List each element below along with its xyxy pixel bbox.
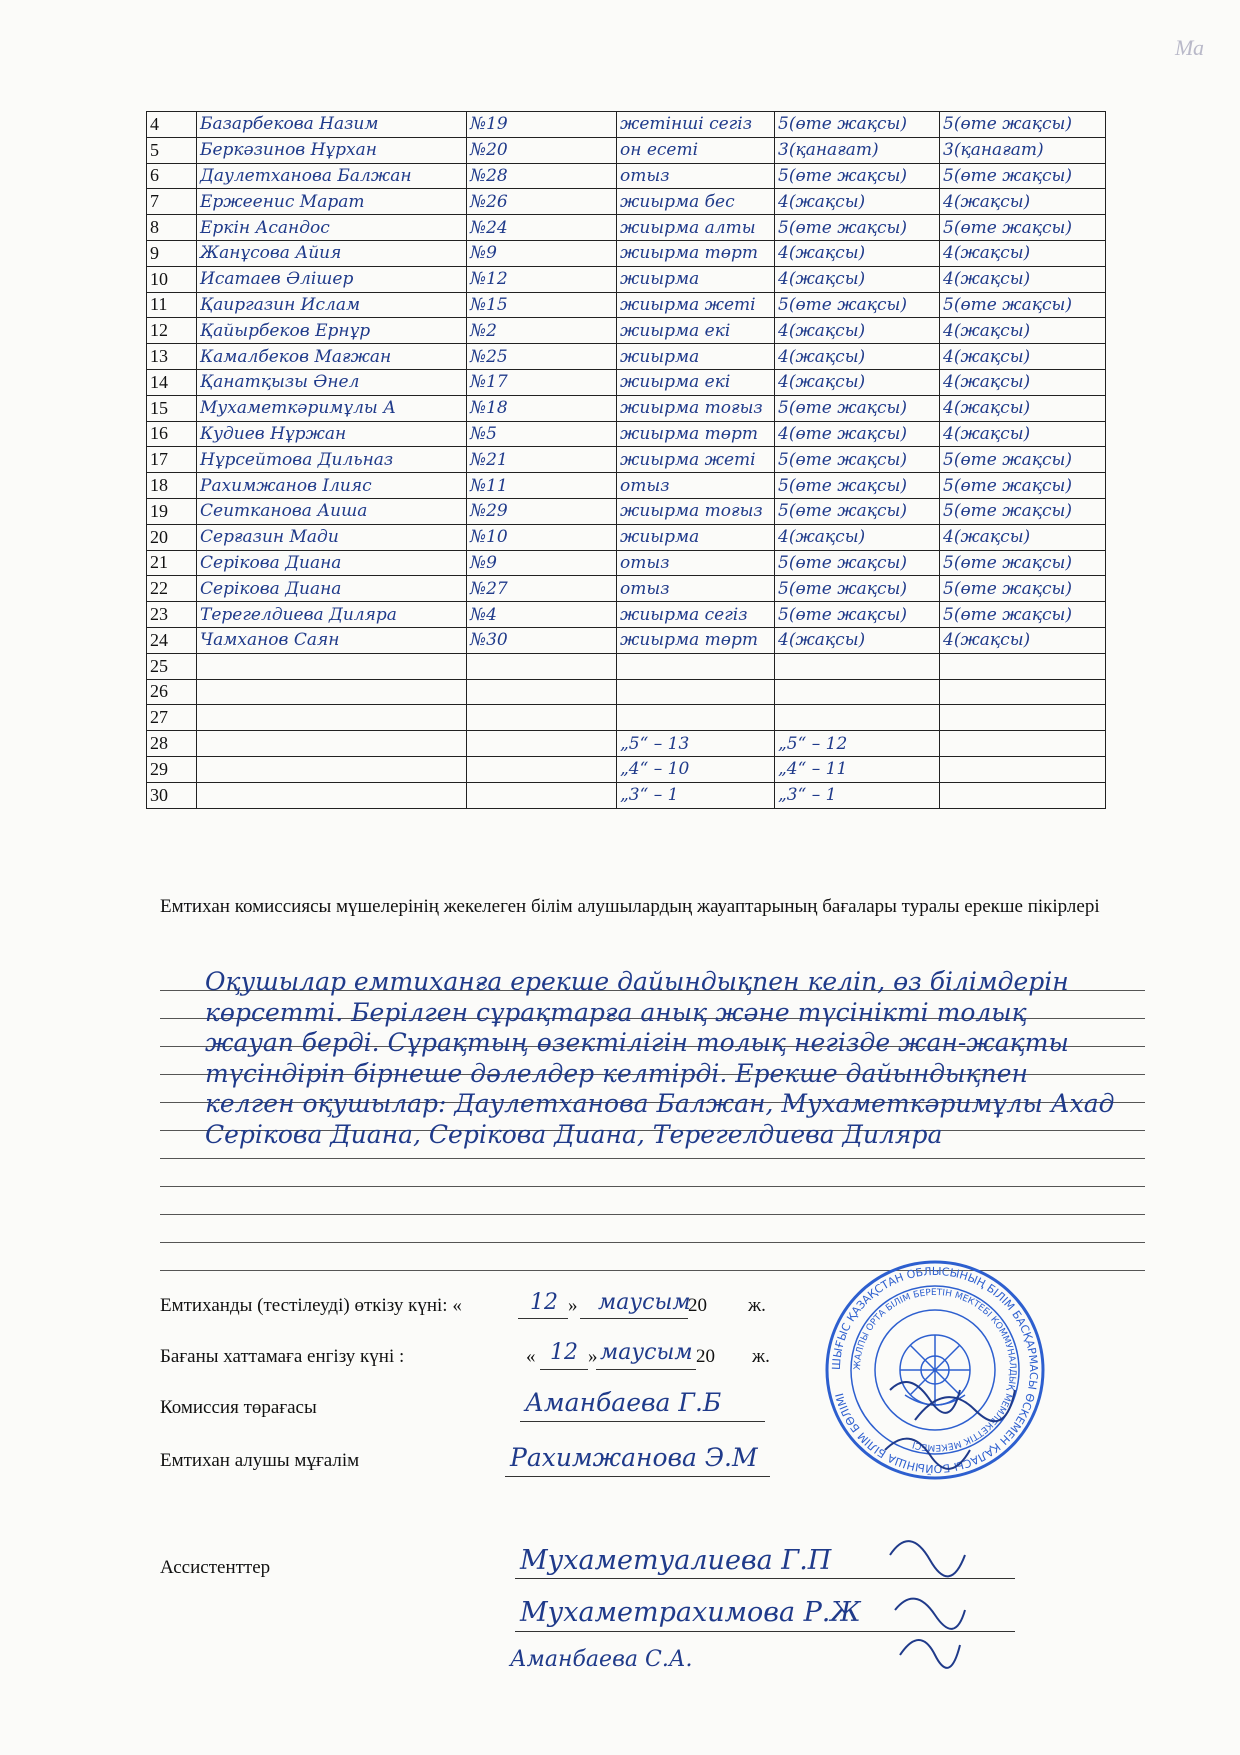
cell-grade-final: 4(жақсы) [940,369,1106,395]
table-row [147,627,1106,653]
cell-name: Жанұсова Айия [197,240,467,266]
cell-ticket-words: жиырма тоғыз [617,498,775,524]
cell-ticket-words: жиырма жеті [617,447,775,473]
cell-grade-written: 5(өте жақсы) [775,550,940,576]
cell-ticket [467,782,617,808]
cell-name: Терегелдиева Диляра [197,602,467,628]
cell-no: 28 [147,731,197,757]
cell-grade-written: 5(өте жақсы) [775,163,940,189]
table-row [147,473,1106,499]
cell-grade-final [940,679,1106,705]
stamp-outer-text: ШЫҒЫС ҚАЗАҚСТАН ОБЛЫСЫНЫҢ БІЛІМ БАСҚАРМАСЫ ӨСКЕМЕН ҚАЛАСЫ БОЙЫНША БІЛІМ БӨЛІМІ [829,1264,1041,1476]
cell-ticket: №18 [467,395,617,421]
signature-3 [890,1541,965,1576]
cell-grade-written [775,679,940,705]
cell-grade-final: 5(өте жақсы) [940,498,1106,524]
cell-ticket-words: отыз [617,576,775,602]
cell-ticket [467,731,617,757]
cell-ticket: №30 [467,627,617,653]
cell-ticket-words: жиырма екі [617,369,775,395]
cell-ticket-words: „3“ – 1 [617,782,775,808]
cell-no: 17 [147,447,197,473]
cell-name: Исатаев Әлішер [197,266,467,292]
cell-ticket-words: жиырма тоғыз [617,395,775,421]
cell-ticket: №24 [467,215,617,241]
cell-ticket-words: „4“ – 10 [617,756,775,782]
cell-grade-written [775,653,940,679]
cell-grade-final [940,731,1106,757]
cell-ticket-words: отыз [617,163,775,189]
opinion-text [205,967,1145,1150]
cell-grade-final: 5(өте жақсы) [940,292,1106,318]
table-row [147,524,1106,550]
cell-grade-written: 3(қанағат) [775,137,940,163]
table-row [147,240,1106,266]
table-row [147,163,1106,189]
grades-table [146,111,1106,809]
cell-grade-final: 5(өте жақсы) [940,602,1106,628]
cell-ticket-words: жиырма төрт [617,421,775,447]
cell-no: 20 [147,524,197,550]
cell-ticket-words: „5“ – 13 [617,731,775,757]
cell-grade-written: „3“ – 1 [775,782,940,808]
ruled-line [160,1156,1145,1187]
cell-ticket: №10 [467,524,617,550]
table-row [147,215,1106,241]
cell-no: 19 [147,498,197,524]
assistant-name-2: Мухаметрахимова Р.Ж [520,1597,861,1628]
grade-date-day: 12 [550,1340,578,1365]
cell-grade-written: 4(жақсы) [775,524,940,550]
exam-date-label: Емтиханды (тестілеуді) өткізу күні: « [160,1295,462,1316]
grades-table-body [147,112,1106,809]
cell-no: 11 [147,292,197,318]
cell-ticket-words: жиырма алты [617,215,775,241]
cell-grade-final: 4(жақсы) [940,395,1106,421]
cell-grade-written: „4“ – 11 [775,756,940,782]
cell-grade-written: 4(жақсы) [775,240,940,266]
cell-grade-final: 5(өте жақсы) [940,163,1106,189]
cell-no: 23 [147,602,197,628]
cell-no: 7 [147,189,197,215]
cell-ticket: №21 [467,447,617,473]
cell-ticket-words [617,705,775,731]
cell-grade-written: 5(өте жақсы) [775,215,940,241]
grade-date-month: маусым [600,1340,693,1365]
table-row [147,292,1106,318]
cell-name: Даулетханова Балжан [197,163,467,189]
cell-ticket: №26 [467,189,617,215]
cell-grade-written: 5(өте жақсы) [775,112,940,138]
cell-ticket: №27 [467,576,617,602]
chairman-name: Аманбаева Г.Б [525,1388,722,1417]
cell-grade-written [775,705,940,731]
table-row [147,498,1106,524]
cell-name: Серікова Диана [197,576,467,602]
table-row [147,137,1106,163]
table-row [147,705,1106,731]
cell-no: 18 [147,473,197,499]
cell-grade-final: 4(жақсы) [940,421,1106,447]
assistant-name-3: Аманбаева С.А. [510,1647,693,1672]
grade-day-underline [540,1368,588,1370]
cell-name: Серғазин Мади [197,524,467,550]
cell-no: 30 [147,782,197,808]
cell-grade-written: 4(жақсы) [775,627,940,653]
exam-day-underline [518,1317,568,1319]
cell-name: Ержеенис Марат [197,189,467,215]
opinion-title: Емтихан комиссиясы мүшелерінің жекелеген білім алушылардың жауаптарының бағалары туралы ерекше пікірлері [160,896,1100,917]
cell-grade-final: 4(жақсы) [940,318,1106,344]
cell-name: Кудиев Нұржан [197,421,467,447]
table-row [147,602,1106,628]
cell-no: 9 [147,240,197,266]
cell-grade-final: 4(жақсы) [940,524,1106,550]
cell-name: Чамханов Саян [197,627,467,653]
cell-grade-written: „5“ – 12 [775,731,940,757]
cell-grade-final: 5(өте жақсы) [940,550,1106,576]
cell-grade-written: 5(өте жақсы) [775,447,940,473]
cell-ticket-words: жетінші сегіз [617,112,775,138]
cell-no: 26 [147,679,197,705]
opinion-line: Серікова Диана, Серікова Диана, Терегелдиева Диляра [205,1119,943,1149]
table-row [147,576,1106,602]
cell-grade-final: 4(жақсы) [940,344,1106,370]
cell-ticket [467,653,617,679]
teacher-underline [505,1475,770,1477]
cell-ticket-words: жиырма сегіз [617,602,775,628]
cell-grade-final: 4(жақсы) [940,189,1106,215]
cell-grade-final: 5(өте жақсы) [940,447,1106,473]
cell-ticket: №11 [467,473,617,499]
chairman-label: Комиссия төрағасы [160,1397,317,1418]
cell-grade-written: 5(өте жақсы) [775,473,940,499]
cell-no: 8 [147,215,197,241]
teacher-label: Емтихан алушы мұғалім [160,1450,360,1471]
cell-grade-final: 5(өте жақсы) [940,215,1106,241]
cell-ticket-words: жиырма [617,344,775,370]
cell-name: Беркәзинов Нұрхан [197,137,467,163]
cell-grade-final: 4(жақсы) [940,240,1106,266]
opinion-line: келген оқушылар: Даулетханова Балжан, Мухаметкәримұлы Ахад [205,1089,1115,1118]
opinion-line: Оқушылар емтиханға ерекше дайындықпен келіп, өз білімдерін [205,967,1069,996]
opinion-line: көрсетті. Берілген сұрақтарға анық және түсінікті толық [205,997,1027,1027]
cell-no: 5 [147,137,197,163]
cell-ticket-words: жиырма жеті [617,292,775,318]
cell-grade-final [940,653,1106,679]
cell-ticket: №9 [467,550,617,576]
cell-name [197,756,467,782]
cell-name: Қаиргазин Ислам [197,292,467,318]
signature-4 [895,1599,965,1629]
cell-ticket-words: отыз [617,473,775,499]
cell-no: 13 [147,344,197,370]
cell-grade-written: 4(жақсы) [775,318,940,344]
table-row [147,731,1106,757]
cell-ticket-words: жиырма [617,266,775,292]
cell-grade-final: 5(өте жақсы) [940,112,1106,138]
cell-no: 21 [147,550,197,576]
cell-ticket [467,679,617,705]
cell-name: Нұрсейтова Дильназ [197,447,467,473]
signature-2 [885,1439,970,1469]
cell-grade-written: 5(өте жақсы) [775,395,940,421]
table-row [147,756,1106,782]
cell-ticket: №4 [467,602,617,628]
opinion-line: түсіндіріп бірнеше дәлелдер келтірді. Ерекше дайындықпен [205,1058,1028,1088]
cell-ticket: №2 [467,318,617,344]
signature-1 [890,1382,960,1413]
grade-date-mid: » [588,1346,598,1367]
cell-name: Қанатқызы Әнел [197,369,467,395]
table-row [147,679,1106,705]
chairman-underline [520,1420,765,1422]
cell-name [197,731,467,757]
assistant-name-1: Мухаметуалиева Г.П [520,1545,832,1576]
cell-no: 15 [147,395,197,421]
cell-ticket-words: жиырма төрт [617,240,775,266]
cell-grade-final [940,705,1106,731]
cell-grade-final [940,756,1106,782]
cell-no: 29 [147,756,197,782]
table-row [147,112,1106,138]
cell-grade-written: 5(өте жақсы) [775,602,940,628]
cell-grade-written: 5(өте жақсы) [775,498,940,524]
cell-grade-written: 4(жақсы) [775,369,940,395]
cell-grade-final [940,782,1106,808]
cell-ticket-words: он есеті [617,137,775,163]
cell-ticket-words: жиырма бес [617,189,775,215]
cell-grade-final: 5(өте жақсы) [940,473,1106,499]
cell-no: 4 [147,112,197,138]
table-row [147,189,1106,215]
cell-no: 6 [147,163,197,189]
cell-ticket: №20 [467,137,617,163]
cell-no: 27 [147,705,197,731]
cell-ticket: №15 [467,292,617,318]
grade-date-label: Бағаны хаттамаға енгізу күні : [160,1346,405,1367]
assistants-label: Ассистенттер [160,1557,271,1578]
cell-no: 24 [147,627,197,653]
cell-ticket: №5 [467,421,617,447]
cell-name [197,782,467,808]
table-row [147,653,1106,679]
cell-name: Камалбеков Мағжан [197,344,467,370]
table-row [147,395,1106,421]
table-row [147,369,1106,395]
cell-name: Еркін Асандос [197,215,467,241]
cell-ticket-words: жиырма [617,524,775,550]
table-row [147,421,1106,447]
corner-mark: Ма [1175,35,1205,60]
cell-name [197,679,467,705]
cell-name: Серікова Диана [197,550,467,576]
exam-date-year-suffix: ж. [748,1295,766,1316]
cell-grade-final: 5(өте жақсы) [940,576,1106,602]
cell-ticket [467,705,617,731]
cell-ticket: №17 [467,369,617,395]
cell-ticket: №28 [467,163,617,189]
cell-ticket-words [617,653,775,679]
cell-name [197,705,467,731]
cell-name: Сеитканова Аиша [197,498,467,524]
cell-grade-written: 4(жақсы) [775,189,940,215]
cell-ticket: №25 [467,344,617,370]
cell-ticket: №19 [467,112,617,138]
cell-grade-written: 4(жақсы) [775,344,940,370]
opinion-line: жауап берді. Сұрақтың өзектілігін толық негізде жан-жақты [205,1028,1069,1057]
cell-ticket: №29 [467,498,617,524]
table-row [147,782,1106,808]
table-row [147,266,1106,292]
signature-marks [870,1370,990,1670]
cell-grade-written: 4(өте жақсы) [775,421,940,447]
cell-no: 25 [147,653,197,679]
table-row [147,344,1106,370]
cell-name: Рахимжанов Ілияс [197,473,467,499]
exam-date-day: 12 [530,1290,558,1315]
stamp-inner-text: ЖАЛПЫ ОРТА БІЛІМ БЕРЕТІН МЕКТЕБІ КОММУНАЛДЫҚ МЕМЛЕКЕТТІК МЕКЕМЕСІ [852,1287,1018,1453]
cell-ticket: №9 [467,240,617,266]
cell-no: 16 [147,421,197,447]
cell-grade-final: 3(қанағат) [940,137,1106,163]
grade-date-year: 20 [696,1346,715,1367]
cell-grade-final: 4(жақсы) [940,627,1106,653]
cell-no: 14 [147,369,197,395]
ruled-line [160,1184,1145,1215]
cell-name: Мухаметкәримұлы А [197,395,467,421]
cell-ticket-words: жиырма төрт [617,627,775,653]
cell-grade-written: 4(жақсы) [775,266,940,292]
cell-ticket-words [617,679,775,705]
cell-name: Базарбекова Назим [197,112,467,138]
teacher-name: Рахимжанова Э.М [510,1443,758,1472]
cell-ticket: №12 [467,266,617,292]
cell-grade-final: 4(жақсы) [940,266,1106,292]
cell-ticket-words: жиырма екі [617,318,775,344]
cell-grade-written: 5(өте жақсы) [775,292,940,318]
grade-date-year-suffix: ж. [752,1346,770,1367]
exam-date-year: 20 [688,1295,707,1316]
cell-ticket-words: отыз [617,550,775,576]
cell-name: Қайырбеков Ернұр [197,318,467,344]
grade-date-open: « [526,1346,536,1367]
cell-no: 12 [147,318,197,344]
ruled-line [160,1212,1145,1243]
cell-ticket [467,756,617,782]
exam-month-underline [580,1317,688,1319]
cell-name [197,653,467,679]
cell-no: 22 [147,576,197,602]
table-row [147,447,1106,473]
cell-no: 10 [147,266,197,292]
signature-5 [900,1640,960,1668]
cell-grade-written: 5(өте жақсы) [775,576,940,602]
exam-date-month: маусым [598,1290,691,1315]
grade-month-underline [596,1368,696,1370]
table-row [147,550,1106,576]
table-row [147,318,1106,344]
exam-date-mid: » [568,1295,578,1316]
